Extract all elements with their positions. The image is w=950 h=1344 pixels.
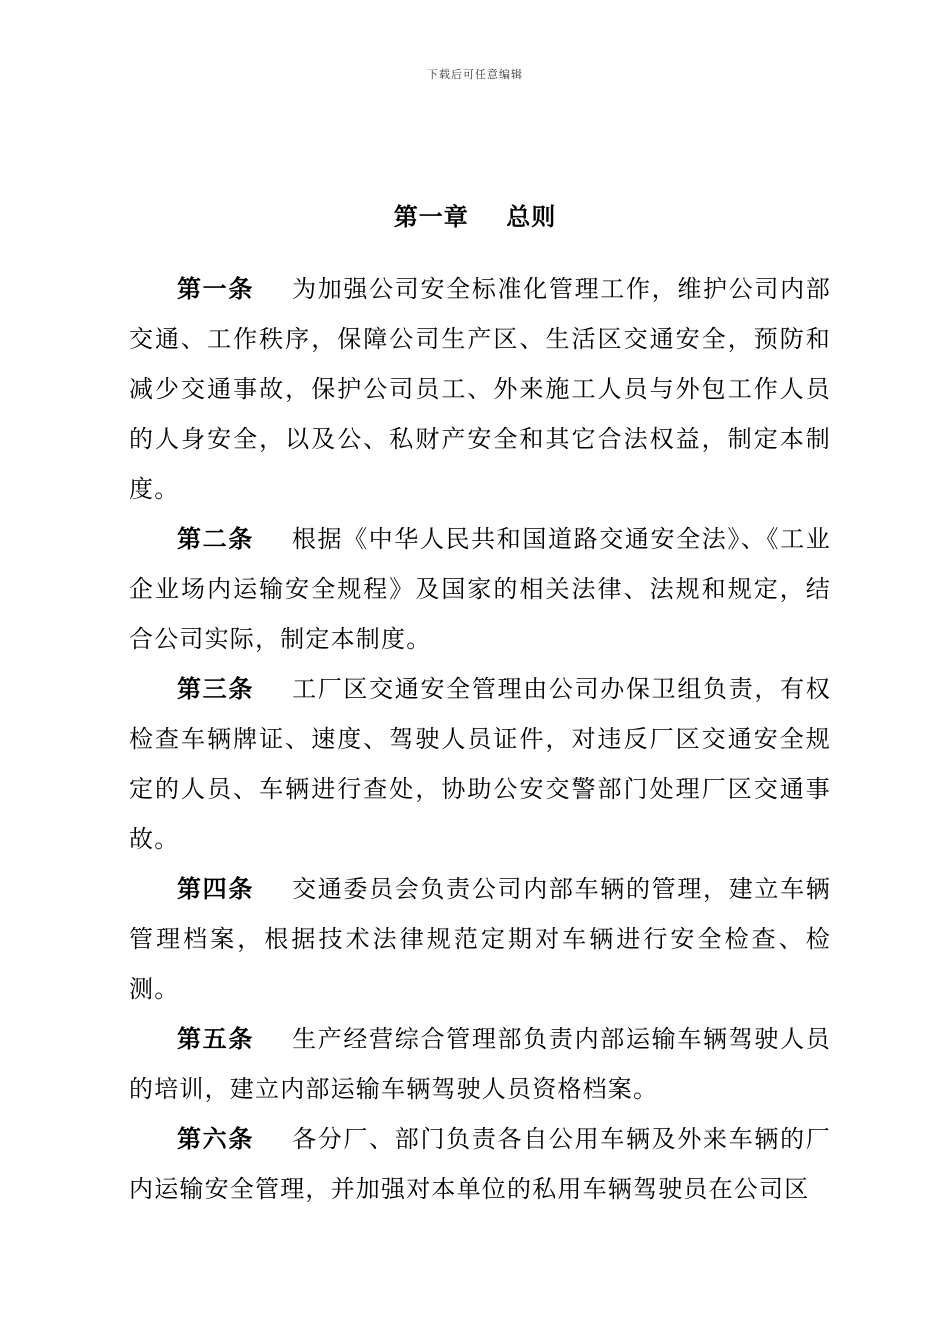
article-5 — [129, 1014, 831, 1114]
header-note: 下载后可任意编辑 — [427, 68, 523, 81]
document-body — [129, 264, 831, 1214]
article-number: 第一条 — [177, 274, 255, 303]
article-text: 生产经营综合管理部负责内部运输车辆驾驶人员的培训，建立内部运输车辆驾驶人员资格档案。 — [129, 1025, 831, 1103]
article-4 — [129, 864, 831, 1014]
article-6 — [129, 1114, 831, 1214]
article-number: 第二条 — [177, 524, 254, 553]
article-1 — [129, 264, 831, 514]
article-2 — [129, 514, 831, 664]
article-text: 各分厂、部门负责各自公用车辆及外来车辆的厂内运输安全管理，并加强对本单位的私用车辆驾驶员在公司区 — [129, 1125, 831, 1203]
article-text: 交通委员会负责公司内部车辆的管理，建立车辆管理档案，根据技术法律规范定期对车辆进行安全检查、检测。 — [129, 875, 831, 1003]
article-text: 工厂区交通安全管理由公司办保卫组负责，有权检查车辆牌证、速度、驾驶人员证件，对违反厂区交通安全规定的人员、车辆进行查处，协助公安交警部门处理厂区交通事故。 — [129, 675, 831, 853]
article-text: 根据《中华人民共和国道路交通安全法》、《工业企业场内运输安全规程》及国家的相关法律、法规和规定，结合公司实际，制定本制度。 — [129, 525, 831, 653]
article-number: 第六条 — [177, 1124, 255, 1153]
article-number: 第五条 — [177, 1024, 255, 1053]
article-3 — [129, 664, 831, 864]
article-number: 第三条 — [177, 674, 255, 703]
article-text: 为加强公司安全标准化管理工作，维护公司内部交通、工作秩序，保障公司生产区、生活区交通安全，预防和减少交通事故，保护公司员工、外来施工人员与外包工作人员的人身安全，以及公、私财产安全和其它合法权益，制定本制度。 — [129, 275, 831, 503]
article-number: 第四条 — [177, 874, 255, 903]
chapter-title: 第一章 总则 — [393, 202, 557, 231]
